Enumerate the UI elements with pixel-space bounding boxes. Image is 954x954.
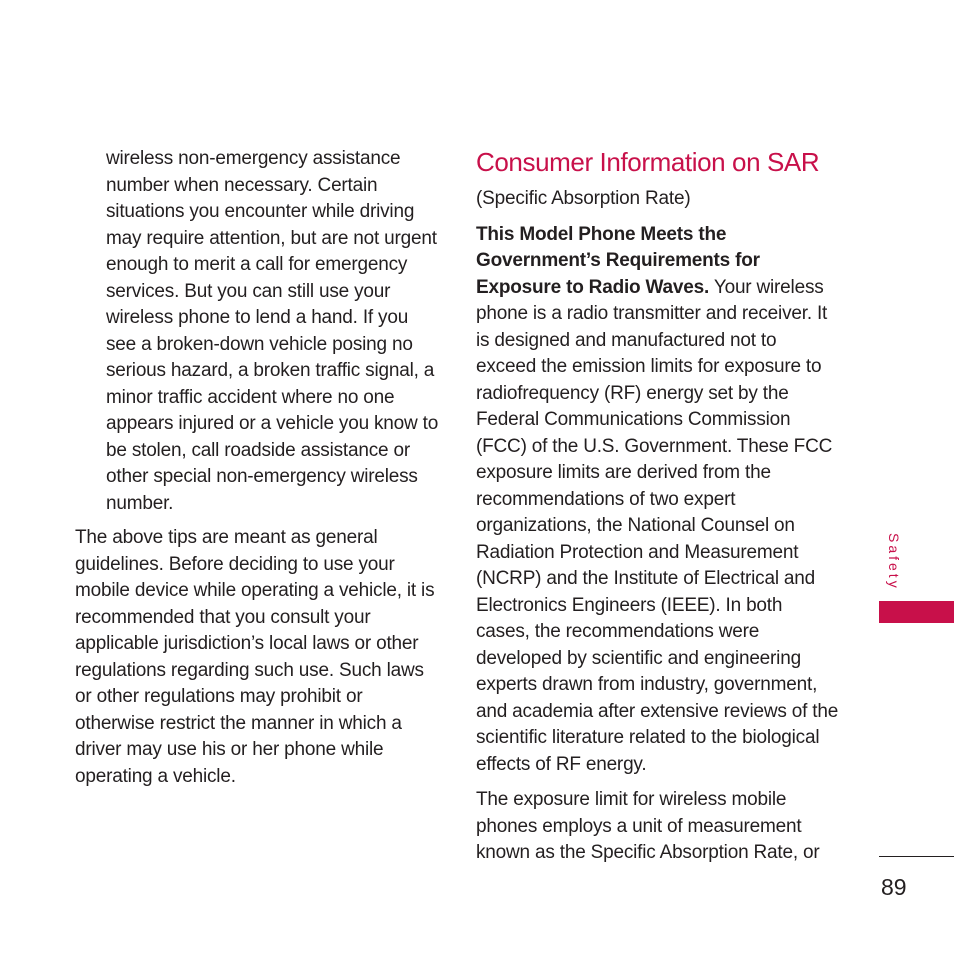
- section-subtitle: (Specific Absorption Rate): [476, 188, 691, 209]
- left-column: [75, 146, 440, 790]
- section-tab-marker: [879, 601, 954, 623]
- section-title: Consumer Information on SAR: [476, 147, 820, 177]
- section-tab-label: Safety: [886, 533, 902, 591]
- indented-paragraph: wireless non-emergency assistance number when necessary. Certain situations you encounter while driving may require attention, but are not urgent enough to merit a call for emergency services. But you can still use your wireless phone to lend a hand. If you see a broken-down vehicle posing no serious hazard, a broken traffic signal, a minor traffic accident where no one appears injured or a vehicle you know to be stolen, call roadside assistance or other special non-emergency wireless number.: [106, 148, 439, 514]
- sar-paragraph-1: [476, 222, 841, 779]
- bold-lead-in: This Model Phone Meets the Government’s Requirements for Exposure to Radio Waves.: [476, 223, 760, 298]
- right-column: [476, 144, 841, 876]
- page-number: 89: [881, 874, 907, 900]
- footer-divider: [879, 856, 954, 857]
- paragraph-body: Your wireless phone is a radio transmitter and receiver. It is designed and manufactured not to exceed the emission limits for exposure to radiofrequency (RF) energy set by the Federal Communications Commission (FCC) of the U.S. Government. These FCC exposure limits are derived from the recommendations of two expert organizations, the National Counsel on Radiation Protection and Measurement (NCRP) and the Institute of Electrical and Electronics Engineers (IEEE). In both cases, the recommendations were developed by scientific and engineering experts drawn from industry, government, and academia after extensive reviews of the scientific literature related to the biological effects of RF energy.: [476, 276, 839, 775]
- body-paragraph: The above tips are meant as general guidelines. Before deciding to use your mobile device while operating a vehicle, it is recommended that you consult your applicable jurisdiction’s local laws or other regulations regarding such use. Such laws or other regulations may prohibit or otherwise restrict the manner in which a driver may use his or her phone while operating a vehicle.: [75, 527, 435, 787]
- sar-paragraph-2: The exposure limit for wireless mobile phones employs a unit of measurement known as the Specific Absorption Rate, or: [476, 789, 820, 863]
